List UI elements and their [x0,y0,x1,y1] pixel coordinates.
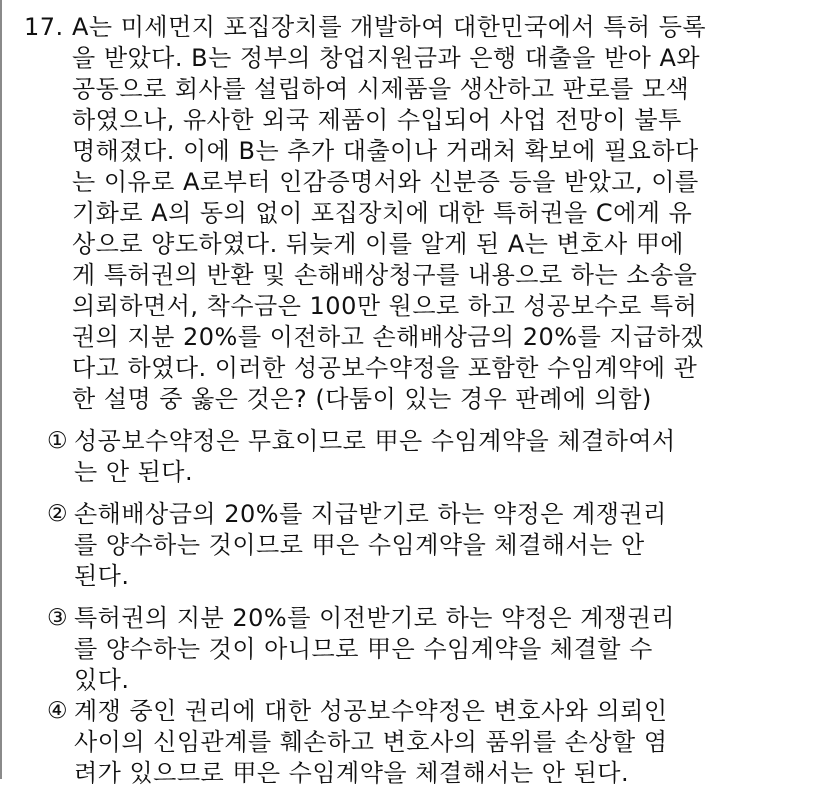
option-marker: ③ [47,605,69,631]
stem-line: 하였으나, 유사한 외국 제품이 수입되어 사업 전망이 불투 [72,106,682,134]
stem-line: 한 설명 중 옳은 것은? (다툼이 있는 경우 판례에 의함) [72,385,652,413]
question-number: 17. [24,13,64,41]
option-text-line: 특허권의 지분 20%를 이전받기로 하는 약정은 계쟁권리 [74,604,675,632]
option-marker: ① [47,428,69,454]
option-text-line: 려가 있으므로 甲은 수임계약을 체결해서는 안 된다. [74,759,630,787]
option-text-line: 있다. [74,666,130,694]
option-text-line: 계쟁 중인 권리에 대한 성공보수약정은 변호사와 의뢰인 [74,697,668,725]
stem-line: 기화로 A의 동의 없이 포집장치에 대한 특허권을 C에게 유 [72,199,693,227]
option-text-line: 를 양수하는 것이 아니므로 甲은 수임계약을 체결할 수 [74,635,653,663]
stem-line: 을 받았다. B는 정부의 창업지원금과 은행 대출을 받아 A와 [72,44,701,72]
stem-line: 는 이유로 A로부터 인감증명서와 신분증 등을 받았고, 이를 [72,168,699,196]
option-text-line: 성공보수약정은 무효이므로 甲은 수임계약을 체결하여서 [74,427,676,455]
option-text-line: 손해배상금의 20%를 지급받기로 하는 약정은 계쟁권리 [74,500,667,528]
stem-line: 권의 지분 20%를 이전하고 손해배상금의 20%를 지급하겠 [72,323,705,351]
stem-line: 게 특허권의 반환 및 손해배상청구를 내용으로 하는 소송을 [72,261,698,289]
option-text-line: 를 양수하는 것이므로 甲은 수임계약을 체결해서는 안 [74,531,645,559]
stem-line: 명해졌다. 이에 B는 추가 대출이나 거래처 확보에 필요하다 [72,137,699,165]
option-marker: ④ [47,698,69,724]
option-marker: ② [47,501,69,527]
option-text-line: 사이의 신임관계를 훼손하고 변호사의 품위를 손상할 염 [74,728,668,756]
option-text-line: 는 안 된다. [74,458,194,486]
stem-line: 의뢰하면서, 착수금은 100만 원으로 하고 성공보수로 특허 [72,292,698,320]
option-text-line: 된다. [74,562,130,590]
stem-line: 공동으로 회사를 설립하여 시제품을 생산하고 판로를 모색 [72,75,690,103]
stem-line: A는 미세먼지 포집장치를 개발하여 대한민국에서 특허 등록 [72,13,707,41]
stem-line: 다고 하였다. 이러한 성공보수약정을 포함한 수임계약에 관 [72,354,698,382]
stem-line: 상으로 양도하였다. 뒤늦게 이를 알게 된 A는 변호사 甲에 [72,230,684,258]
